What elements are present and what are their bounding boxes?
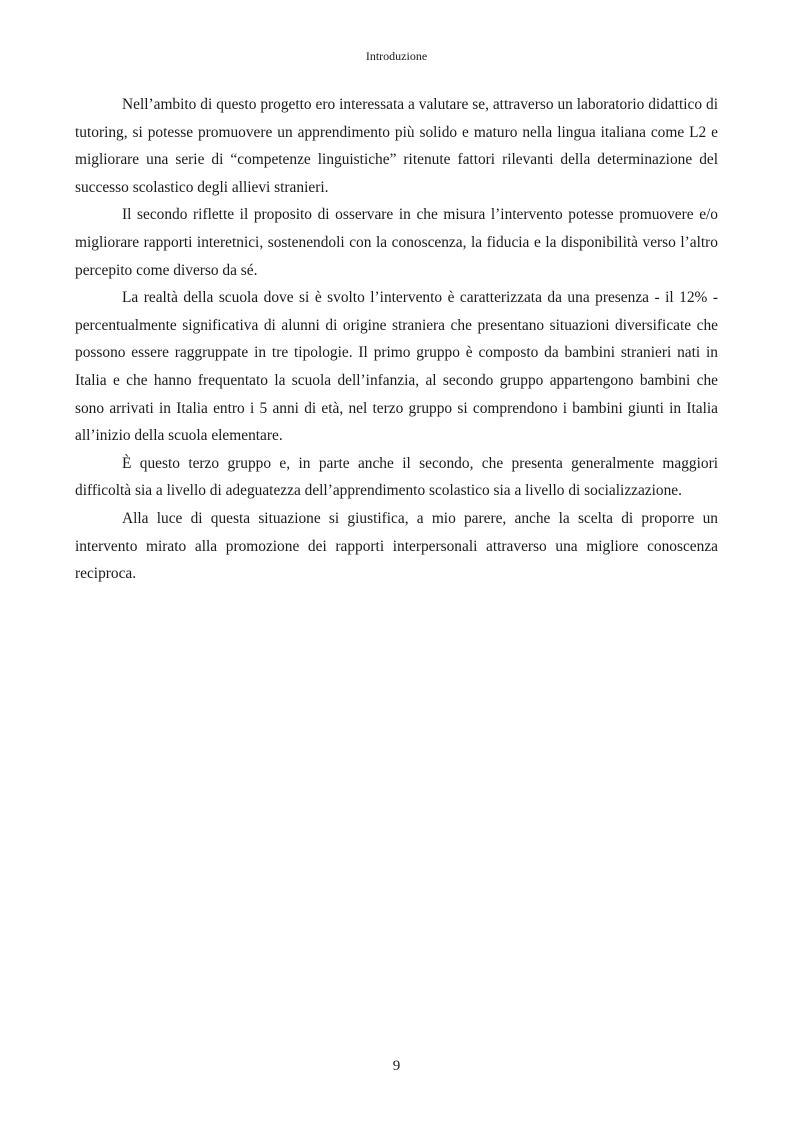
paragraph-1: Nell’ambito di questo progetto ero interessata a valutare se, attraverso un laboratorio didattico di tutoring, si potesse promuovere un apprendimento più solido e maturo nella lingua italiana come L2 e migliorare una serie di “competenze linguistiche” ritenute fattori rilevanti della determinazione del successo scolastico degli allievi stranieri. — [75, 96, 718, 196]
paragraph-3: La realtà della scuola dove si è svolto l’intervento è caratterizzata da una presenza - il 12% - percentualmente significativa di alunni di origine straniera che presentano situazioni diversificate che possono essere raggruppate in tre tipologie. Il primo gruppo è composto da bambini stranieri nati in Italia e che hanno frequentato la scuola dell’infanzia, al secondo gruppo appartengono bambini che sono arrivati in Italia entro i 5 anni di età, nel terzo gruppo si comprendono i bambini giunti in Italia all’inizio della scuola elementare. — [75, 289, 718, 445]
page-number: 9 — [392, 1058, 401, 1074]
paragraph-2: Il secondo riflette il proposito di osservare in che misura l’intervento potesse promuovere e/o migliorare rapporti interetnici, sostenendoli con la conoscenza, la fiducia e la disponibilità verso l’altro percepito come diverso da sé. — [75, 206, 718, 279]
paragraph-5: Alla luce di questa situazione si giustifica, a mio parere, anche la scelta di proporre un intervento mirato alla promozione dei rapporti interpersonali attraverso una migliore conoscenza reciproca. — [75, 509, 718, 583]
running-header: Introduzione — [365, 49, 428, 63]
paragraph-4: È questo terzo gruppo e, in parte anche il secondo, che presenta generalmente maggiori difficoltà sia a livello di adeguatezza dell’apprendimento scolastico sia a livello di socializzazione. — [75, 454, 718, 500]
body-text — [75, 91, 718, 588]
